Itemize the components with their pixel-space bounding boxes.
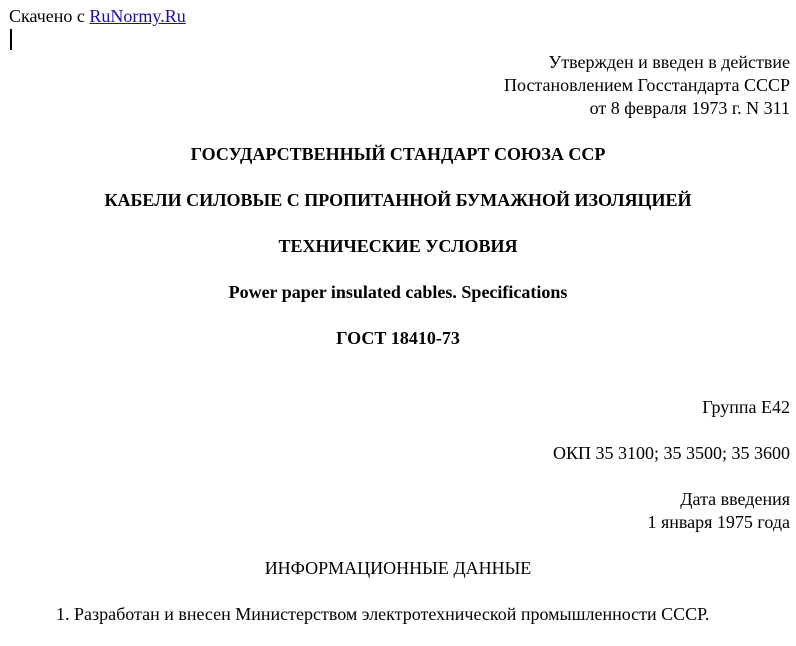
downloaded-prefix: Скачено с: [9, 6, 90, 26]
group-label: Группа Е42: [702, 397, 790, 417]
intro-date-value: 1 января 1975 года: [647, 512, 790, 532]
info-heading: ИНФОРМАЦИОННЫЕ ДАННЫЕ: [264, 558, 532, 578]
text-cursor: [10, 29, 12, 50]
info-item-1: 1. Разработан и внесен Министерством электротехнической промышленности СССР.: [56, 604, 710, 624]
standard-title: ГОСУДАРСТВЕННЫЙ СТАНДАРТ СОЮЗА ССР: [190, 144, 606, 164]
source-line: [9, 5, 186, 27]
approval-line-2: Постановлением Госстандарта СССР: [504, 75, 790, 95]
okp-codes: ОКП 35 3100; 35 3500; 35 3600: [552, 443, 790, 463]
gost-code: ГОСТ 18410-73: [336, 328, 460, 348]
intro-date-label: Дата введения: [680, 489, 790, 509]
source-link[interactable]: RuNormy.Ru: [89, 6, 186, 26]
english-title: Power paper insulated cables. Specifications: [228, 282, 568, 302]
approval-line-1: Утвержден и введен в действие: [548, 52, 790, 72]
document-subtitle: ТЕХНИЧЕСКИЕ УСЛОВИЯ: [278, 236, 518, 256]
document-title: КАБЕЛИ СИЛОВЫЕ С ПРОПИТАННОЙ БУМАЖНОЙ ИЗОЛЯЦИЕЙ: [104, 190, 692, 210]
approval-line-3: от 8 февраля 1973 г. N 311: [589, 98, 790, 118]
